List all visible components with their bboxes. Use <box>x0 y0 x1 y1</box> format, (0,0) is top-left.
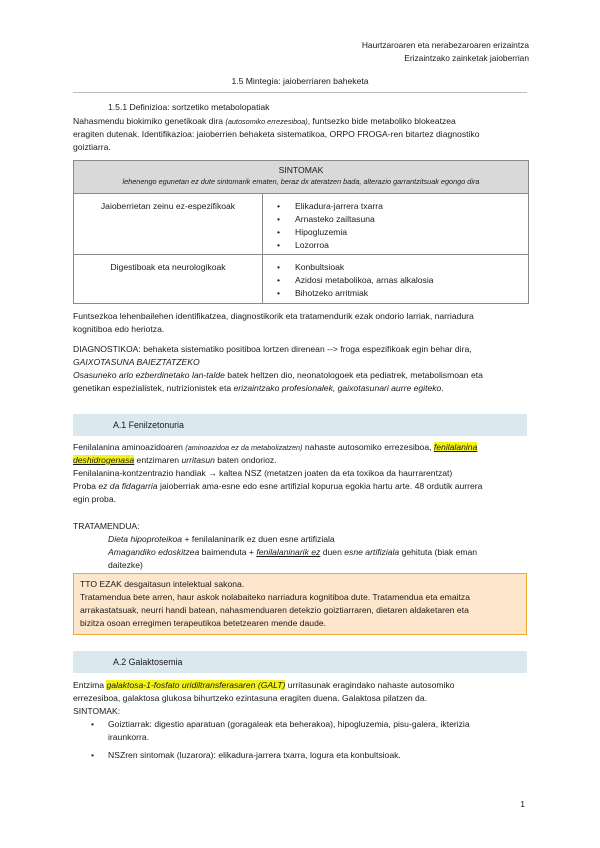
symptom-item: • Hipogluzemia <box>277 226 383 239</box>
definition-paragraph: Nahasmendu biokimiko genetikoak dira (autosomiko errezesiboa), funtsezko bide metaboliko blokeatzea eragiten dutenak. Identifikazioa: jaioberrien behaketa sistematikoa, ORPO FROGA-ren bitartez diagnostiko goiztiarra. <box>73 116 480 152</box>
galactosemia-symptoms <box>91 718 527 762</box>
symptoms-table-row <box>74 194 528 255</box>
symptom-item: • Konbultsioak <box>277 261 434 274</box>
symptoms-table-row <box>74 255 528 303</box>
header-divider <box>73 92 527 93</box>
symptoms-table <box>73 160 529 304</box>
row-label: Jaioberrietan zeinu ez-espezifikoak <box>74 194 263 254</box>
treatment-label: TRATAMENDUA: <box>73 521 140 531</box>
identification-paragraph: Funtsezkoa lehenbailehen identifikatzea, diagnostikorik eta tratamendurik ezak ondorio larriak, narriadura kognitiboa edo heriotza. <box>73 311 474 334</box>
doc-header-course: Haurtzaroaren eta nerabezaroaren erizaintza <box>361 40 529 50</box>
definition-heading: 1.5.1 Definizioa: sortzetiko metabolopatiak <box>108 102 270 112</box>
symptom-item: • Goiztiarrak: digestio aparatuan (goragaleak eta beherakoa), hipogluzemia, pisu-galera, ikterizia iraunkorra. <box>91 718 527 744</box>
symptoms-table-subtitle: lehenengo egunetan ez dute sintomarik ematen, beraz dx ateratzen bada, alterazio garrantzitsuak egongo dira <box>122 177 480 186</box>
diagnosis-paragraph: DIAGNOSTIKOA: behaketa sistematiko positiboa lortzen direnean --> froga espezifikoak egin behar dira, GAIXOTASUNA BAIEZTATZEKO Osasuneko arlo ezberdinetako lan-talde batek heltzen dio, neonatologoek eta pediatrek, metabolismoan eta genetikan espezialistek, nutrizionistek eta erizaintzako profesionalek, gaixotasunari aurre egiteko. <box>73 344 483 393</box>
symptom-item: • NSZren sintomak (luzarora): elikadura-jarrera txarra, logura eta konbultsioak. <box>91 749 527 762</box>
doc-header-unit: Erizaintzako zainketak jaioberrian <box>404 53 529 63</box>
section-a2-banner <box>73 651 527 673</box>
symptom-item: • Bihotzeko arritmiak <box>277 287 434 300</box>
symptoms-table-header <box>74 161 528 194</box>
warning-box: TTO EZAK desgaitasun intelektual sakona. Tratamendua bete arren, haur askok nolabaiteko narriadura kognitiboa dute. Tratamendua eta emaitza arrakastatsuak, neurri handi batean, nahasmenduaren detekzio goiztiarraren, dietaren aldaketaren eta bizitza osoan erregimen terapeutikoa betetzearen mende daude. <box>73 573 527 635</box>
symptom-item: • Arnasteko zailtasuna <box>277 213 383 226</box>
symptoms-table-title: SINTOMAK <box>278 165 324 175</box>
warning-title: TTO EZAK desgaitasun intelektual sakona. <box>80 579 245 589</box>
row-label: Digestiboak eta neurologikoak <box>74 255 263 303</box>
section-a1-banner <box>73 414 527 436</box>
section-title: 1.5 Mintegia: jaioberriaren baheketa <box>231 76 369 86</box>
treatment-list: Dieta hipoproteikoa + fenilalaninarik ez duen esne artifiziala Amagandiko edoskitzea baimendutа + fenilalaninarik ez duen esne artifiziala gehituta (biak eman daitezke) <box>108 534 478 570</box>
page-number: 1 <box>520 799 525 809</box>
section-a1-title: A.1 Fenilzetonuria <box>113 420 184 430</box>
section-a2-title: A.2 Galaktosemia <box>113 657 183 667</box>
galactosemia-description: Entzima galaktosa-1-fosfato uridiltransferasaren (GALT) urritasunak eragindako nahaste autosomiko errezesiboa, galaktosa glukosa bihurtzeko ezintasuna eragiten duena. Galaktosa pilatzen da. SINTOMAK: <box>73 680 455 716</box>
pku-description: Fenilalanina aminoazidoaren (aminoazidoa ez da metabolizatzen) nahaste autosomiko errezesiboa, fenilalanina deshidrogenasa entzimaren urritasun baten ondorioz. Fenilalanina-kontzentrazio handiak → kaltea NSZ (metatzen joaten da eta toxikoa da haurrarentzat) Proba ez da fidagarria jaioberriak ama-esne edo esne artifizial kopurua egokia hartu arte. 48 ordutik aurrera egin proba. <box>73 442 483 504</box>
symptom-item: • Lozorroa <box>277 239 383 252</box>
symptom-item: • Elikadura-jarrera txarra <box>277 200 383 213</box>
symptom-item: • Azidosi metabolikoa, arnas alkalosia <box>277 274 434 287</box>
